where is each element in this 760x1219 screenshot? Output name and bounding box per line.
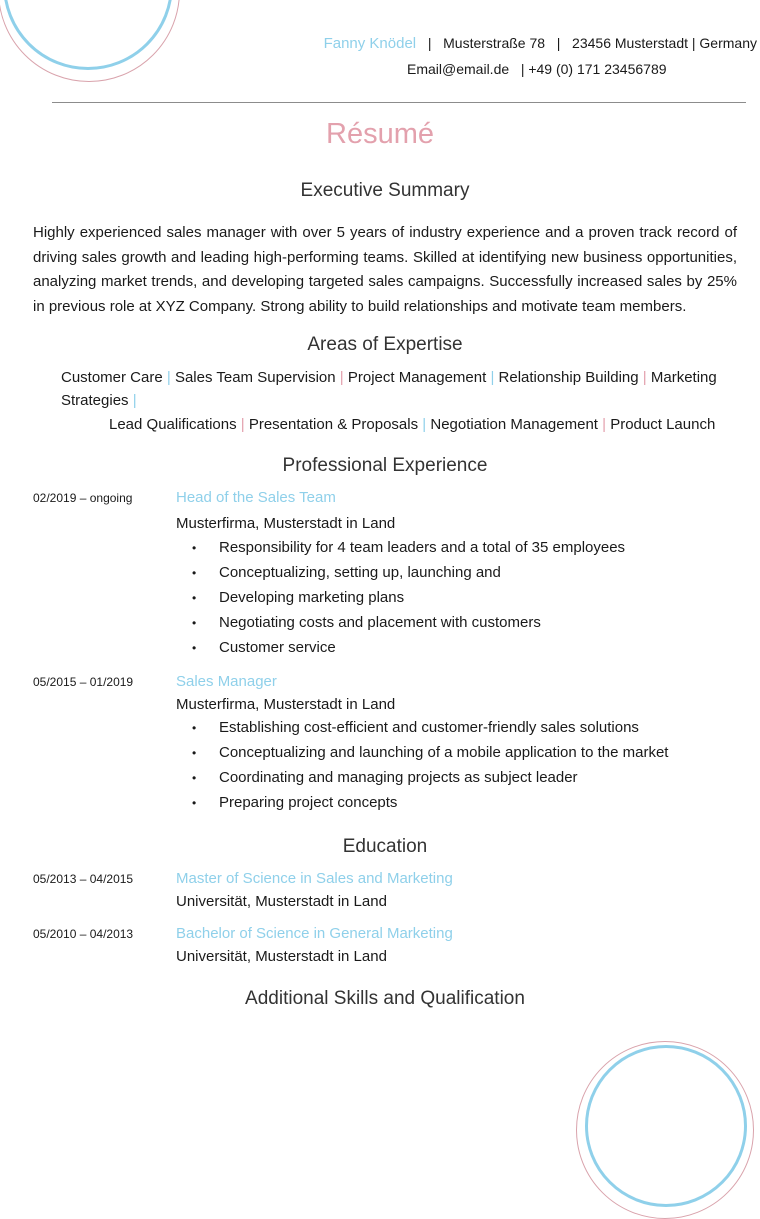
bullet-item: [192, 614, 625, 639]
education-dates: 05/2013 – 04/2015: [33, 872, 134, 886]
header-divider: [52, 102, 746, 103]
bullet-text: Conceptualizing and launching of a mobile application to the market: [219, 744, 669, 761]
bullet-item: [192, 769, 668, 794]
contact-line-address: [324, 35, 757, 52]
bullet-icon: •: [192, 721, 197, 735]
bullet-item: [192, 589, 625, 614]
expertise-line-2: [61, 392, 137, 409]
bullet-item: [192, 539, 625, 564]
expertise-separator: |: [339, 369, 344, 386]
expertise-item: Marketing: [650, 369, 717, 386]
bullet-icon: •: [192, 641, 197, 655]
expertise-line-1: [61, 369, 717, 386]
expertise-item: Sales Team Supervision: [174, 369, 336, 386]
heading-additional-skills: Additional Skills and Qualification: [245, 988, 525, 1009]
street-address: Musterstraße 78: [443, 35, 546, 51]
heading-areas-of-expertise: Areas of Expertise: [307, 334, 463, 355]
degree-title: Master of Science in Sales and Marketing: [176, 870, 453, 887]
expertise-item: Lead Qualifications: [109, 416, 237, 433]
bullet-text: Coordinating and managing projects as subject leader: [219, 769, 578, 786]
bullet-icon: •: [192, 746, 197, 760]
bullet-item: [192, 794, 668, 819]
expertise-item: Presentation & Proposals: [248, 416, 419, 433]
expertise-item: Project Management: [347, 369, 487, 386]
bullet-icon: •: [192, 591, 197, 605]
bullet-text: Developing marketing plans: [219, 589, 405, 606]
heading-education: Education: [342, 836, 428, 857]
applicant-name: Fanny Knödel: [323, 35, 417, 52]
bullet-icon: •: [192, 541, 197, 555]
bullet-icon: •: [192, 616, 197, 630]
bullet-item: [192, 744, 668, 769]
document-title: Résumé: [326, 118, 434, 150]
bullet-text: Conceptualizing, setting up, launching and: [219, 564, 501, 581]
bullet-text: Responsibility for 4 team leaders and a total of 35 employees: [219, 539, 626, 556]
expertise-item: Product Launch: [610, 416, 716, 433]
bullet-icon: •: [192, 796, 197, 810]
header-separator: |: [520, 61, 525, 77]
bullet-text: Preparing project concepts: [219, 794, 398, 811]
job-title: Head of the Sales Team: [176, 489, 336, 506]
job-employer: Musterfirma, Musterstadt in Land: [176, 696, 396, 713]
expertise-item: Customer Care: [61, 369, 163, 386]
decorative-circle-blue-bottom: [585, 1045, 747, 1207]
bullet-icon: •: [192, 566, 197, 580]
expertise-separator: |: [602, 416, 607, 433]
phone-number: +49 (0) 171 23456789: [528, 61, 667, 77]
job-responsibilities: [192, 539, 625, 664]
bullet-icon: •: [192, 771, 197, 785]
heading-professional-experience: Professional Experience: [282, 455, 488, 476]
job-dates: 02/2019 – ongoing: [33, 491, 133, 505]
expertise-separator: |: [240, 416, 245, 433]
job-employer: Musterfirma, Musterstadt in Land: [176, 515, 396, 532]
expertise-separator: |: [490, 369, 495, 386]
bullet-text: Customer service: [219, 639, 336, 656]
expertise-item: Relationship Building: [498, 369, 639, 386]
job-responsibilities: [192, 719, 668, 819]
expertise-separator: |: [132, 392, 137, 409]
bullet-item: [192, 639, 625, 664]
education-institution: Universität, Musterstadt in Land: [176, 948, 387, 965]
header-separator: |: [427, 35, 432, 51]
header-separator: |: [556, 35, 561, 51]
degree-title: Bachelor of Science in General Marketing: [176, 925, 453, 942]
contact-line-email-phone: [407, 61, 667, 77]
expertise-separator: |: [642, 369, 647, 386]
job-dates: 05/2015 – 01/2019: [33, 675, 134, 689]
summary-paragraph: Highly experienced sales manager with over 5 years of industry experience and a proven track record of driving sales growth and leading high-performing teams. Skilled at identifying new business opportunities, analyzing market trends, and developing targeted sales campaigns. Successfully increased sales by 25% in previous role at XYZ Company. Strong ability to build relationships and motivate team members.: [33, 224, 737, 315]
education-institution: Universität, Musterstadt in Land: [176, 893, 387, 910]
bullet-text: Establishing cost-efficient and customer-friendly sales solutions: [219, 719, 639, 736]
city-country: 23456 Musterstadt | Germany: [572, 35, 757, 51]
education-dates: 05/2010 – 04/2013: [33, 927, 134, 941]
heading-executive-summary: Executive Summary: [300, 180, 470, 201]
expertise-item-continued: Strategies: [61, 392, 129, 409]
expertise-line-3: [109, 416, 715, 433]
bullet-item: [192, 719, 668, 744]
expertise-separator: |: [422, 416, 427, 433]
expertise-separator: |: [166, 369, 171, 386]
bullet-text: Negotiating costs and placement with customers: [219, 614, 541, 631]
expertise-item: Negotiation Management: [430, 416, 598, 433]
job-title: Sales Manager: [176, 673, 277, 690]
bullet-item: [192, 564, 625, 589]
email-address[interactable]: Email@email.de: [407, 61, 510, 77]
